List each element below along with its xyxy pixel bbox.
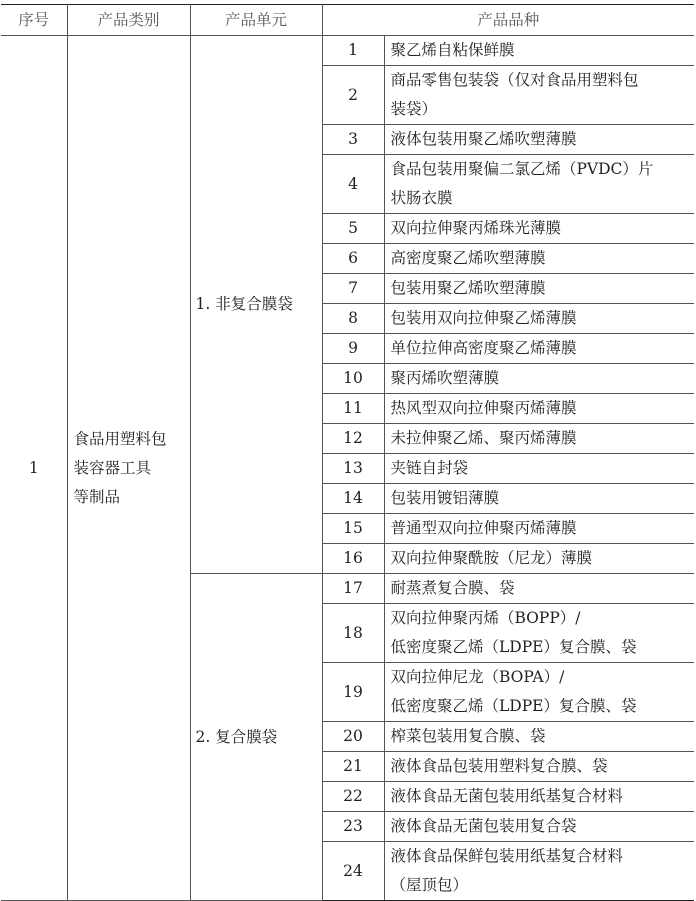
item-number: 11 (322, 394, 384, 424)
product-table (1, 4, 694, 901)
item-number: 21 (322, 752, 384, 782)
item-name (384, 454, 694, 484)
item-name-line: 包装用双向拉伸聚乙烯薄膜 (390, 309, 577, 327)
item-name-line: 液体食品包装用塑料复合膜、袋 (390, 757, 608, 775)
unit-cell-non-composite: 1. 非复合膜袋 (190, 36, 322, 574)
header-category: 产品类别 (67, 5, 190, 36)
item-number: 18 (322, 604, 384, 663)
header-row (1, 5, 694, 36)
item-number: 9 (322, 334, 384, 364)
item-name-line: 包装用镀铝薄膜 (390, 489, 500, 507)
item-name (384, 812, 694, 842)
item-name-line: 聚乙烯自粘保鲜膜 (390, 41, 515, 59)
item-name (384, 782, 694, 812)
item-name-line: （屋顶包） (390, 876, 469, 894)
item-number: 1 (322, 36, 384, 66)
item-name-line: 耐蒸煮复合膜、袋 (390, 579, 515, 597)
item-name (384, 752, 694, 782)
item-name (384, 274, 694, 304)
category-line: 等制品 (73, 487, 121, 506)
item-name-line: 热风型双向拉伸聚丙烯薄膜 (390, 399, 577, 417)
item-name-line: 装袋） (390, 100, 438, 118)
item-number: 14 (322, 484, 384, 514)
category-line: 食品用塑料包 (73, 429, 167, 448)
item-name (384, 334, 694, 364)
item-name-line: 商品零售包装袋（仅对食品用塑料包 (390, 71, 639, 89)
item-name (384, 364, 694, 394)
item-number: 20 (322, 722, 384, 752)
item-number: 19 (322, 663, 384, 722)
item-number: 24 (322, 842, 384, 901)
item-name (384, 125, 694, 155)
item-name-line: 高密度聚乙烯吹塑薄膜 (390, 249, 546, 267)
item-number: 3 (322, 125, 384, 155)
item-name-line: 单位拉伸高密度聚乙烯薄膜 (390, 339, 577, 357)
item-name-line: 榨菜包装用复合膜、袋 (390, 727, 546, 745)
table-body (1, 36, 694, 901)
item-name-line: 普通型双向拉伸聚丙烯薄膜 (390, 519, 577, 537)
item-number: 7 (322, 274, 384, 304)
item-name-line: 双向拉伸聚丙烯珠光薄膜 (390, 219, 562, 237)
item-name (384, 244, 694, 274)
item-name (384, 722, 694, 752)
item-name (384, 574, 694, 604)
item-number: 2 (322, 66, 384, 125)
header-variety: 产品品种 (322, 5, 694, 36)
item-name (384, 604, 694, 663)
item-name-line: 液体食品保鲜包装用纸基复合材料 (390, 847, 624, 865)
item-number: 6 (322, 244, 384, 274)
item-name (384, 484, 694, 514)
item-name (384, 842, 694, 901)
item-name-line: 双向拉伸尼龙（BOPA）/ (390, 668, 565, 686)
item-name-line: 低密度聚乙烯（LDPE）复合膜、袋 (390, 697, 637, 715)
item-number: 13 (322, 454, 384, 484)
item-name (384, 304, 694, 334)
item-name-line: 液体食品无菌包装用复合袋 (390, 817, 577, 835)
item-name-line: 包装用聚乙烯吹塑薄膜 (390, 279, 546, 297)
item-name (384, 544, 694, 574)
header-unit: 产品单元 (190, 5, 322, 36)
item-name-line: 双向拉伸聚丙烯（BOPP）/ (390, 609, 581, 627)
item-number: 22 (322, 782, 384, 812)
item-number: 16 (322, 544, 384, 574)
item-name (384, 155, 694, 214)
item-name (384, 394, 694, 424)
item-name-line: 液体包装用聚乙烯吹塑薄膜 (390, 130, 577, 148)
item-number: 15 (322, 514, 384, 544)
item-name-line: 未拉伸聚乙烯、聚丙烯薄膜 (390, 429, 577, 447)
item-number: 10 (322, 364, 384, 394)
item-number: 17 (322, 574, 384, 604)
item-name (384, 514, 694, 544)
item-name-line: 低密度聚乙烯（LDPE）复合膜、袋 (390, 638, 637, 656)
category-line: 装容器工具 (73, 458, 152, 477)
unit-cell-composite: 2. 复合膜袋 (190, 574, 322, 901)
header-seq: 序号 (1, 5, 67, 36)
item-number: 23 (322, 812, 384, 842)
item-name-line: 液体食品无菌包装用纸基复合材料 (390, 787, 624, 805)
seq-cell: 1 (1, 36, 67, 901)
item-number: 4 (322, 155, 384, 214)
item-name (384, 66, 694, 125)
item-name-line: 双向拉伸聚酰胺（尼龙）薄膜 (390, 549, 593, 567)
item-name (384, 214, 694, 244)
item-number: 8 (322, 304, 384, 334)
category-cell (67, 36, 190, 901)
item-number: 12 (322, 424, 384, 454)
item-name-line: 状肠衣膜 (390, 189, 453, 207)
item-name (384, 424, 694, 454)
table-row (1, 36, 694, 66)
item-name-line: 夹链自封袋 (390, 459, 469, 477)
item-name-line: 聚丙烯吹塑薄膜 (390, 369, 500, 387)
item-number: 5 (322, 214, 384, 244)
item-name (384, 663, 694, 722)
item-name-line: 食品包装用聚偏二氯乙烯（PVDC）片 (390, 160, 654, 178)
item-name (384, 36, 694, 66)
